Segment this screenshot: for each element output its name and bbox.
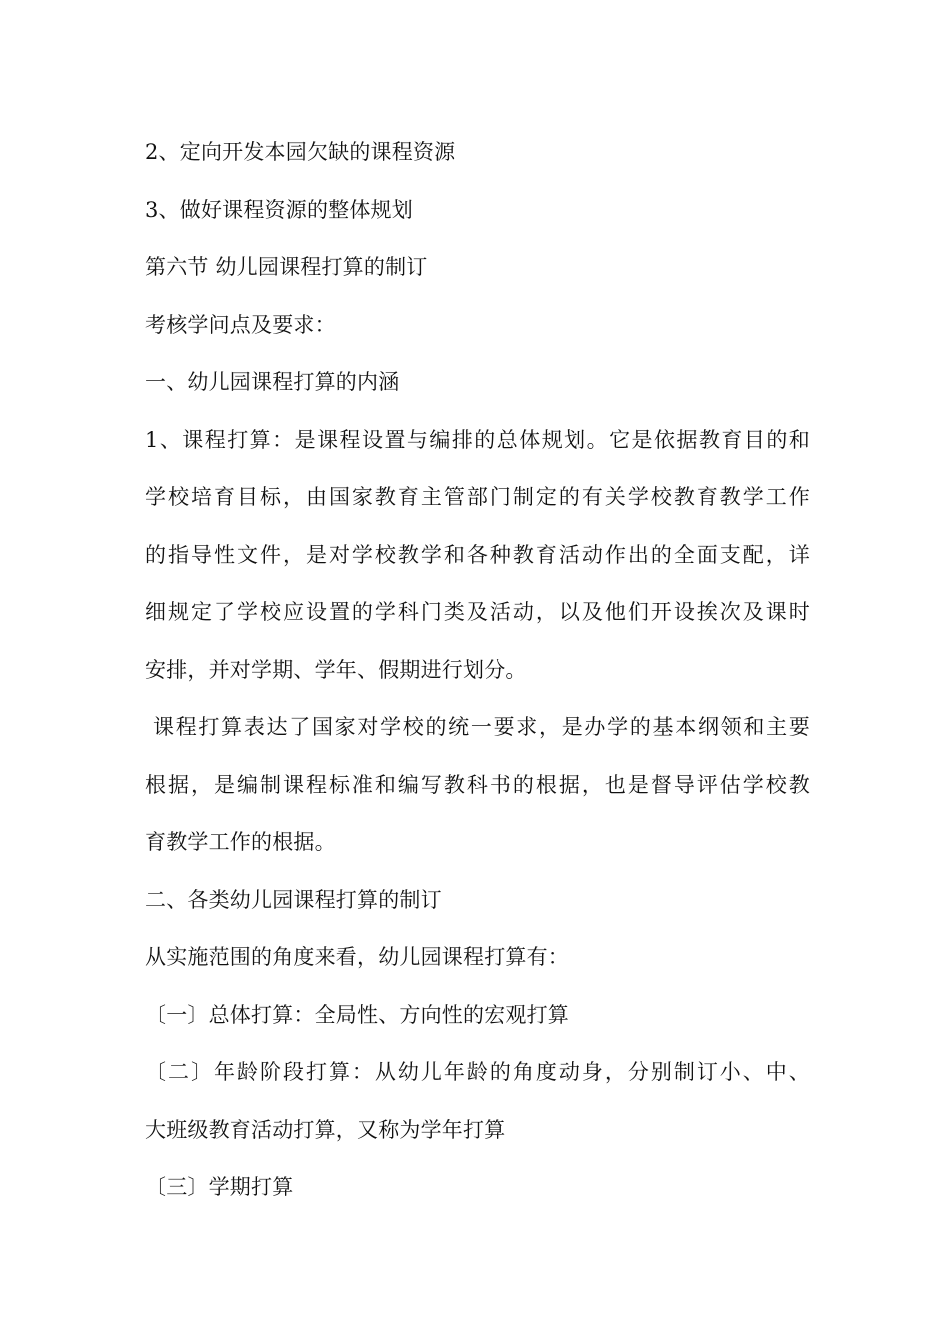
paragraph-line: 从实施范围的角度来看，幼儿园课程打算有：	[145, 945, 569, 969]
paragraph-line: 1、课程打算：是课程设置与编排的总体规划。它是依据教育目的和	[145, 427, 810, 452]
subsection-heading-2: 二、各类幼儿园课程打算的制订	[145, 887, 442, 912]
paragraph-line: 安排，并对学期、学年、假期进行划分。	[145, 657, 527, 682]
paragraph-line: 的指导性文件，是对学校教学和各种教育活动作出的全面支配，详	[145, 542, 810, 567]
list-item-semester-plan: 〔三〕学期打算	[145, 1175, 294, 1199]
requirements-heading: 考核学问点及要求：	[145, 312, 336, 337]
paragraph-line: 学校培育目标，由国家教育主管部门制定的有关学校教育教学工作	[145, 485, 810, 509]
document-body	[145, 133, 810, 1226]
list-item-2: 2、定向开发本园欠缺的课程资源	[145, 140, 456, 164]
paragraph-line: 大班级教育活动打算，又称为学年打算	[145, 1117, 506, 1142]
subsection-heading-1: 一、幼儿园课程打算的内涵	[145, 370, 400, 394]
list-item-age-plan: 〔二〕年龄阶段打算：从幼儿年龄的角度动身，分别制订小、中、	[145, 1060, 810, 1084]
paragraph-line: 课程打算表达了国家对学校的统一要求，是办学的基本纲领和主要	[153, 715, 810, 739]
paragraph-line: 育教学工作的根据。	[145, 830, 336, 854]
section-heading: 第六节 幼儿园课程打算的制订	[145, 255, 428, 279]
list-item-general-plan: 〔一〕总体打算：全局性、方向性的宏观打算	[145, 1002, 569, 1027]
paragraph-line: 细规定了学校应设置的学科门类及活动，以及他们开设挨次及课时	[145, 600, 810, 624]
list-item-3: 3、做好课程资源的整体规划	[145, 197, 413, 222]
paragraph-line: 根据，是编制课程标准和编写教科书的根据，也是督导评估学校教	[145, 772, 810, 797]
